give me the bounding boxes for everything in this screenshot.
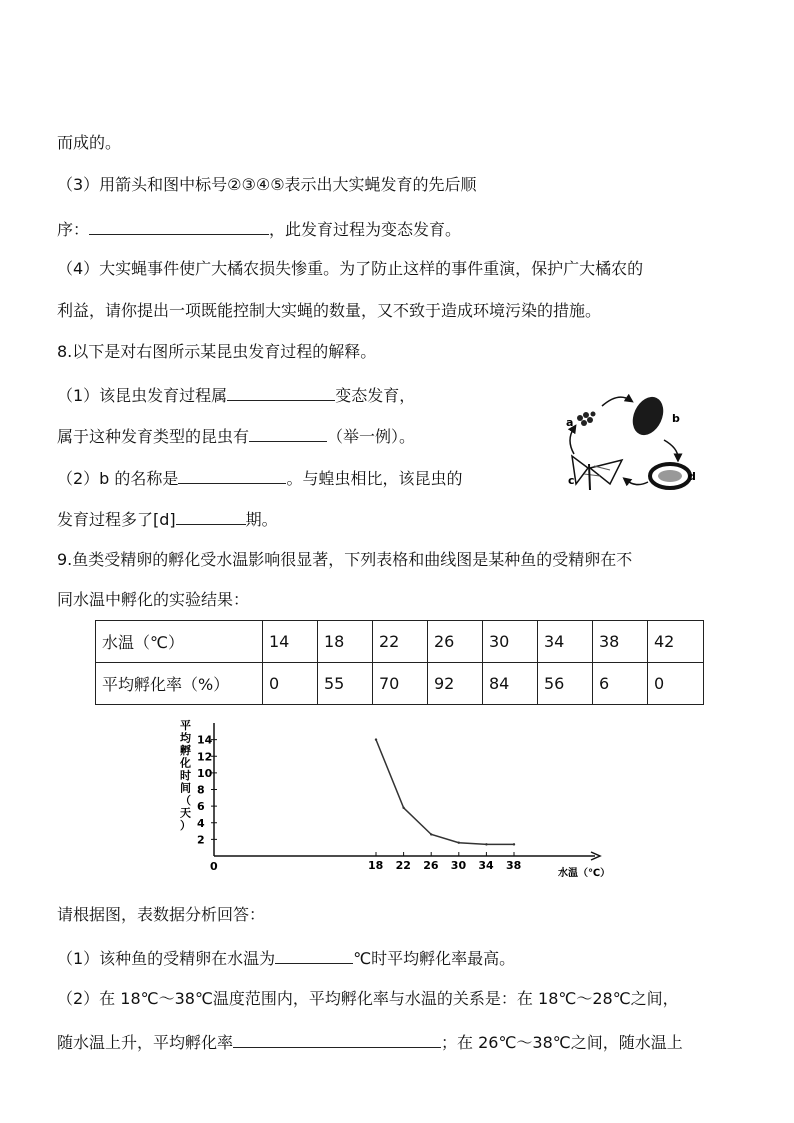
question-8-1b: 属于这种发育类型的昆虫有 （举一例）。	[57, 427, 416, 446]
text-line: 同水温中孵化的实验结果：	[57, 590, 250, 609]
moth-icon	[572, 456, 622, 490]
question-3: （3）用箭头和图中标号②③④⑤表示出大实蝇发育的先后顺	[57, 175, 477, 194]
question-9-1: （1）该种鱼的受精卵在水温为 ℃时平均孵化率最高。	[57, 949, 516, 968]
data-point	[430, 833, 432, 835]
x-tick-label: 30	[450, 859, 467, 872]
question-4: （4）大实蝇事件使广大橘农损失惨重。为了防止这样的事件重演，保护广大橘农的	[57, 259, 644, 278]
label-a: a	[566, 416, 574, 429]
text-line: 而成的。	[57, 133, 122, 152]
y-tick-label: 2	[197, 833, 205, 847]
question-8-1: （1）该昆虫发育过程属 变态发育，	[57, 386, 416, 405]
table-cell: 42	[648, 621, 704, 663]
y-tick-label: 4	[197, 816, 205, 830]
question-9-2: （2）在 18℃～38℃温度范围内，平均孵化率与水温的关系是：在 18℃～28℃之间，	[57, 989, 679, 1008]
table-cell: 0	[648, 663, 704, 705]
label-c: c	[568, 474, 575, 487]
egg-cluster-icon	[577, 412, 596, 427]
origin-label: 0	[210, 860, 218, 873]
table-cell: 14	[263, 621, 318, 663]
table-cell: 92	[428, 663, 483, 705]
table-row	[96, 621, 704, 663]
y-tick-label: 14	[197, 733, 213, 747]
table-cell: 84	[483, 663, 538, 705]
pupa-icon	[650, 464, 690, 488]
text-line: 利益，请你提出一项既能控制大实蝇的数量，又不致于造成环境污染的措施。	[57, 301, 602, 320]
data-point	[375, 738, 377, 740]
table-cell: 56	[538, 663, 593, 705]
table-cell: 38	[593, 621, 648, 663]
table-cell: 55	[318, 663, 373, 705]
text-line: 请根据图，表数据分析回答：	[57, 905, 266, 924]
table-cell: 34	[538, 621, 593, 663]
answer-blank[interactable]	[178, 467, 286, 484]
row-header: 平均孵化率（%）	[96, 663, 263, 705]
x-tick-label: 26	[423, 859, 439, 872]
question-8: 8.以下是对右图所示某昆虫发育过程的解释。	[57, 342, 377, 361]
data-point	[485, 843, 487, 845]
hatching-time-chart	[170, 715, 630, 885]
table-cell: 70	[373, 663, 428, 705]
x-tick-label: 22	[395, 859, 411, 872]
table-cell: 0	[263, 663, 318, 705]
answer-blank[interactable]	[176, 508, 246, 525]
larva-icon	[627, 392, 669, 440]
insect-life-cycle-figure	[560, 388, 700, 498]
y-axis-label	[179, 718, 192, 832]
table-cell: 6	[593, 663, 648, 705]
y-tick-label: 8	[197, 783, 205, 797]
question-9: 9.鱼类受精卵的孵化受水温影响很显著，下列表格和曲线图是某种鱼的受精卵在不	[57, 550, 633, 569]
table-cell: 30	[483, 621, 538, 663]
answer-blank[interactable]	[249, 425, 327, 442]
answer-blank[interactable]	[227, 384, 335, 401]
question-9-2b: 随水温上升，平均孵化率 ；在 26℃～38℃之间，随水温上	[57, 1033, 683, 1052]
label-d: d	[688, 470, 696, 483]
table-cell: 26	[428, 621, 483, 663]
table-cell: 18	[318, 621, 373, 663]
data-point	[402, 807, 404, 809]
y-tick-label: 12	[197, 750, 213, 764]
answer-blank[interactable]	[275, 947, 353, 964]
x-axis-label: 水温（℃）	[558, 868, 611, 879]
x-tick-label: 18	[368, 859, 384, 872]
series-line	[376, 740, 514, 845]
table-row	[96, 663, 704, 705]
row-header: 水温（℃）	[96, 621, 263, 663]
question-8-2: （2）b 的名称是 。与蝗虫相比，该昆虫的	[57, 469, 463, 488]
answer-blank[interactable]	[233, 1031, 441, 1048]
y-tick-label: 10	[197, 766, 213, 780]
x-tick-label: 38	[506, 859, 522, 872]
y-axis-label-text: 平均孵化时间（天）	[180, 719, 191, 832]
question-8-2b: 发育过程多了[d] 期。	[57, 510, 278, 529]
table-cell: 22	[373, 621, 428, 663]
data-point	[458, 842, 460, 844]
y-tick-label: 6	[197, 800, 205, 814]
data-point	[513, 843, 515, 845]
label-b: b	[672, 412, 680, 425]
answer-blank[interactable]	[89, 218, 269, 235]
x-tick-label: 34	[478, 859, 494, 872]
question-3-answer: 序： ，此发育过程为变态发育。	[57, 220, 462, 239]
hatching-rate-table	[95, 620, 704, 705]
